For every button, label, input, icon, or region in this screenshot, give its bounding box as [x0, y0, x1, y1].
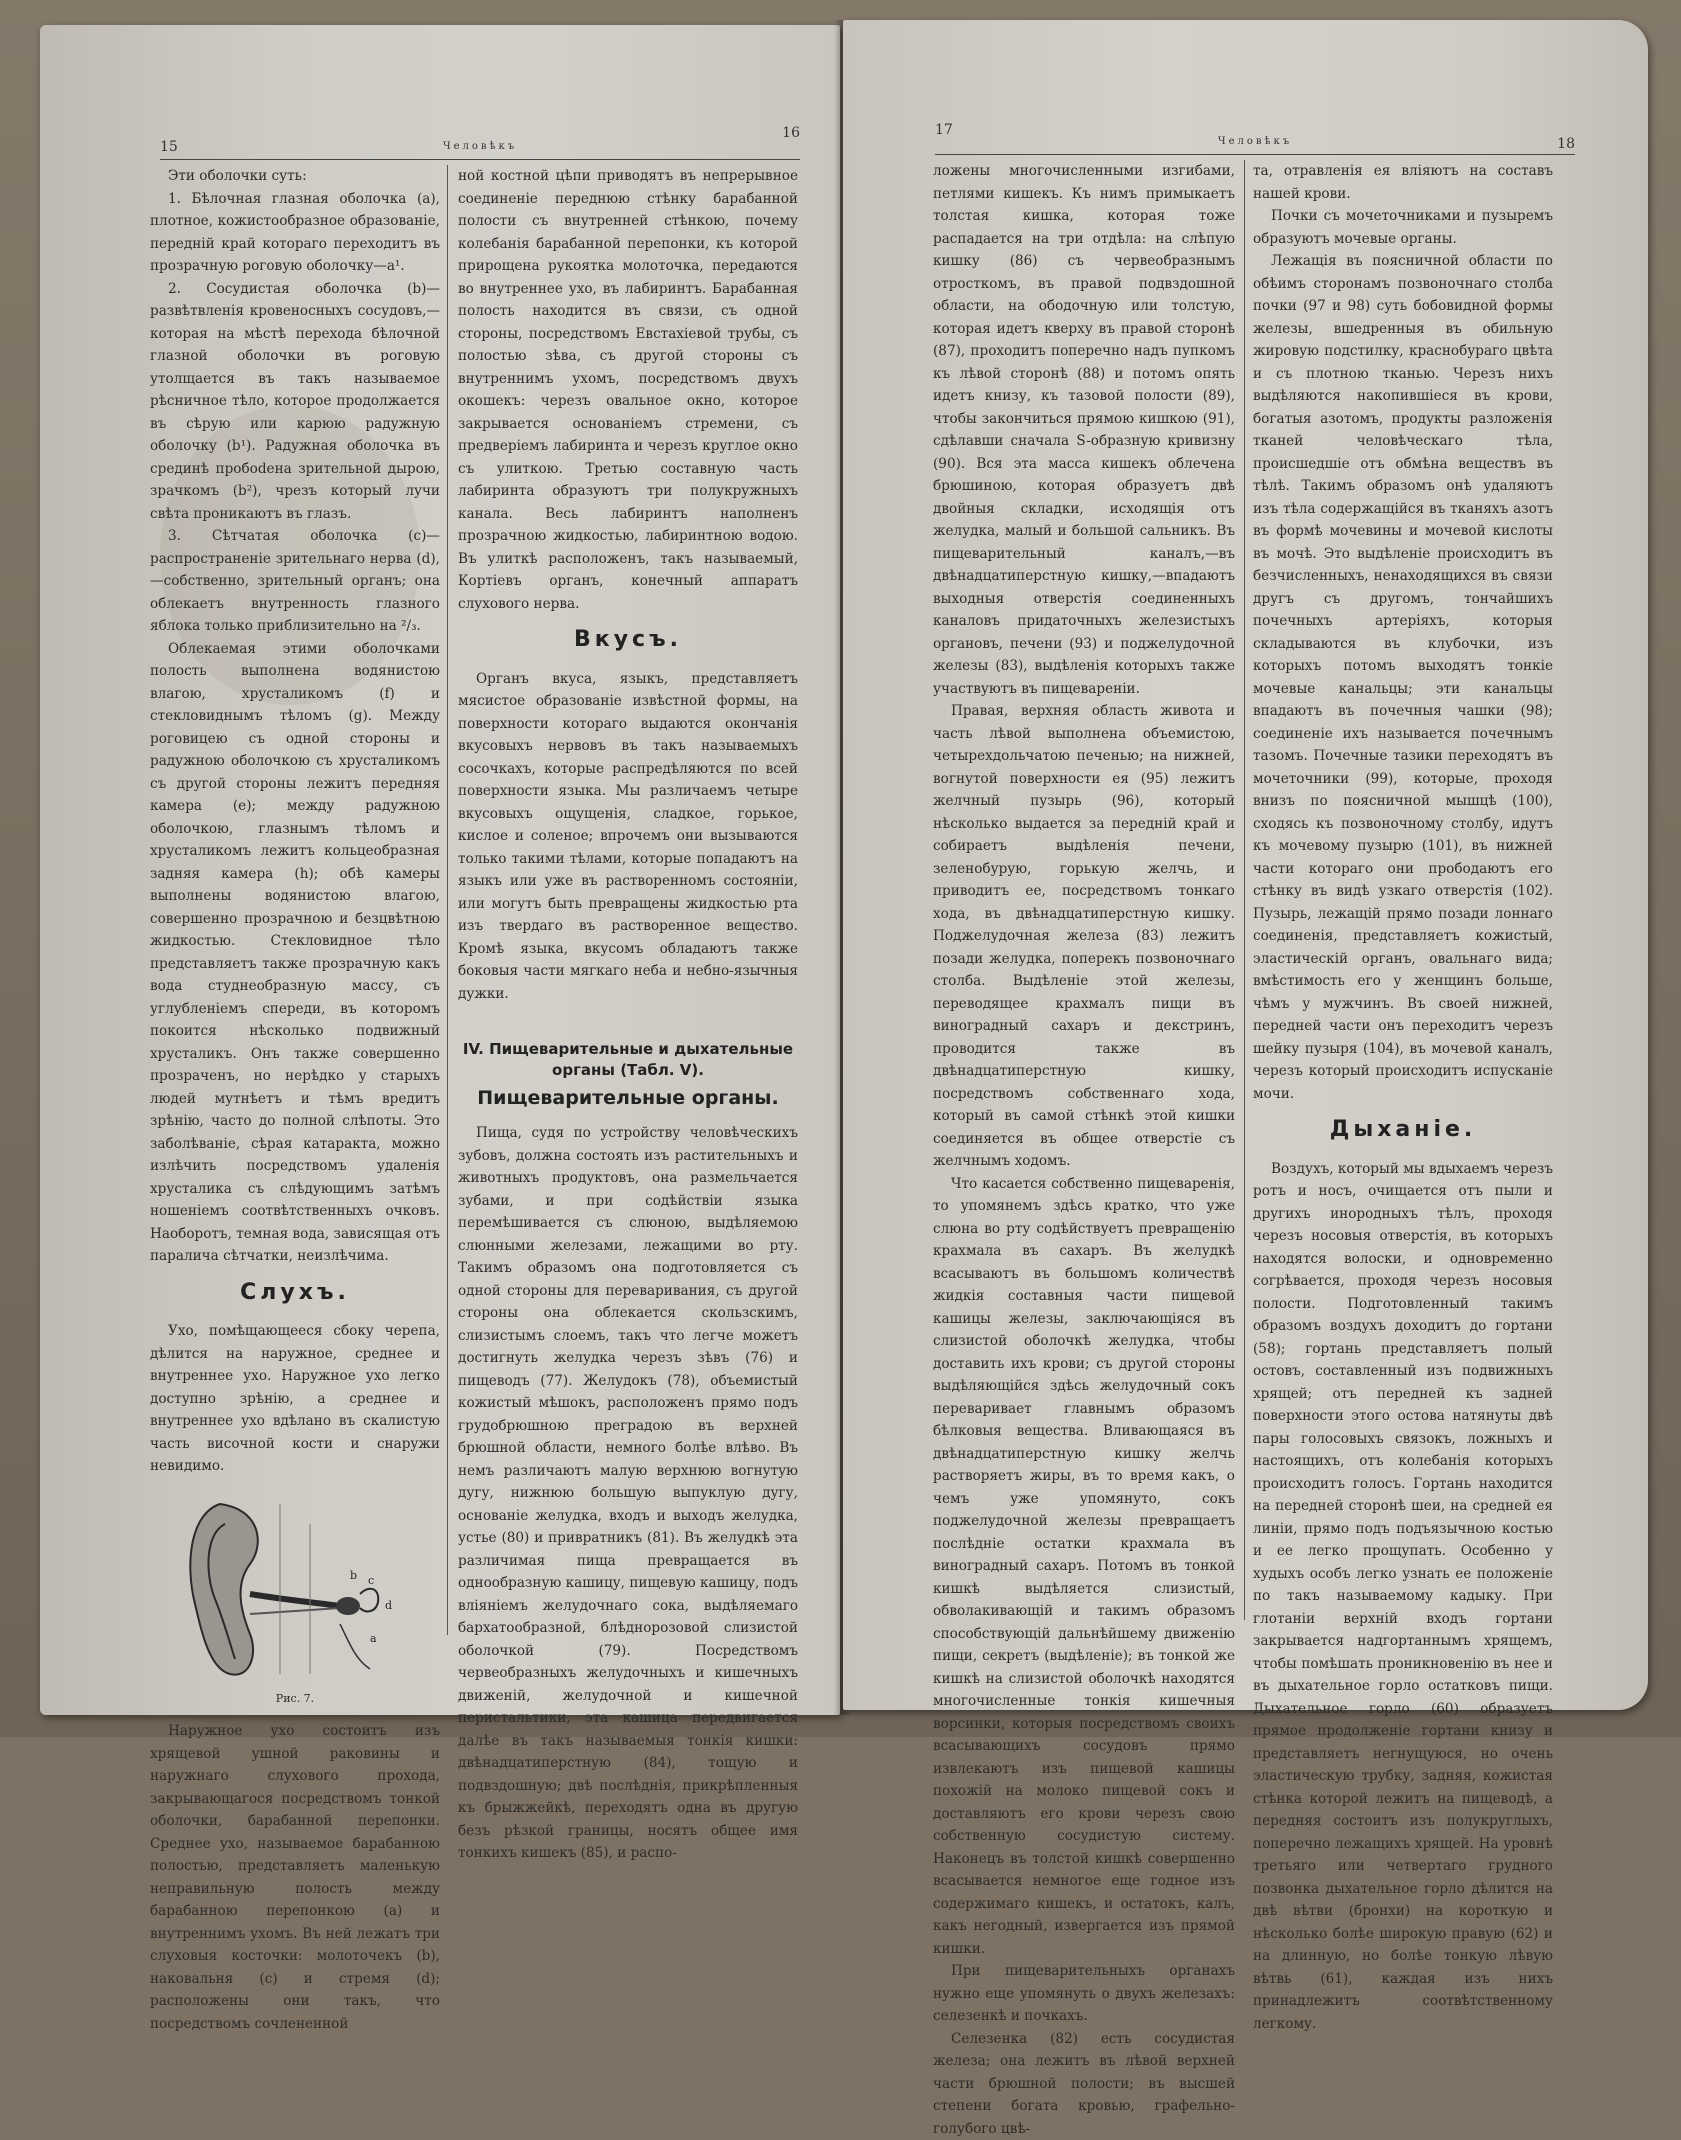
- page-number-left: 17: [935, 122, 953, 138]
- paragraph: 1. Бѣлочная глазная оболочка (а), плотное, кожистообразное образованіе, передній край котораго переходитъ въ прозрачную роговую оболочку—а¹.: [150, 188, 440, 278]
- page-number-right: 16: [782, 125, 800, 141]
- column-rule: [1244, 160, 1245, 1620]
- paragraph: Облекаемая этими оболочками полость выполнена водянистою влагою, хрусталикомъ (f) и стекловиднымъ тѣломъ (g). Между роговицею съ одной стороны и радужною оболочкою съ хрусталикомъ съ другой стороны лежитъ передняя камера (е); между радужною оболочкою, глазнымъ тѣломъ и хрусталикомъ лежитъ кольцеобразная задняя камера (h); обѣ камеры выполнены водянистою влагою, совершенно прозрачною и безцвѣтною жидкостью. Стекловидное тѣло представляетъ также прозрачную какъ вода студнеобразную массу, съ углубленіемъ спереди, въ которомъ покоится нѣсколько подвижный хрусталикъ. Онъ также совершенно прозраченъ, но нерѣдко у старыхъ людей мутнѣетъ и тѣмъ вредитъ зрѣнію, часто до полной слѣпоты. Это заболѣваніе, сѣрая катаракта, можно излѣчить посредствомъ удаленія хрусталика съ слѣдующимъ затѣмъ ношеніемъ соотвѣтственныхъ очковъ. Наоборотъ, темная вода, зависящая отъ паралича сѣтчатки, неизлѣчима.: [150, 638, 440, 1268]
- paragraph: Лежащія въ поясничной области по обѣимъ сторонамъ позвоночнаго столба почки (97 и 98) суть бобовидной формы железы, вшедренныя въ обильную жировую подстилку, краснобураго цвѣта и съ плотною тканью. Черезъ нихъ выдѣляются накопившіеся въ крови, богатыя азотомъ, продукты разложенія тканей человѣческаго тѣла, происшедшіе отъ обмѣна веществъ въ тѣлѣ. Такимъ образомъ онѣ удаляютъ изъ тѣла содержащійся въ тканяхъ азотъ въ формѣ мочевины и мочевой кислоты въ мочѣ. Это выдѣленіе происходитъ въ безчисленныхъ, ненаходящихся въ связи другъ съ другомъ, тончайшихъ почечныхъ артеріяхъ, которыя складываются въ клубочки, изъ которыхъ потомъ выходятъ тонкіе мочевые канальцы; эти канальцы впадаютъ въ почечныя чашки (98); соединеніе ихъ называется почечнымъ тазомъ. Почечные тазики переходятъ въ мочеточники (99), которые, проходя внизъ по поясничной мышцѣ (100), сходясь къ позвоночному столбу, идутъ къ мочевому пузырю (101), въ нижней части котораго они прободаютъ его стѣнку въ видѣ узкаго отверстія (102). Пузырь, лежащій прямо позади лоннаго соединенія, представляетъ кожистый, эластическій органъ, овальнаго вида; вмѣстимость его у женщинъ больше, чѣмъ у мужчинъ. Въ своей нижней, передней части онъ переходитъ черезъ шейку пузыря (104), въ мочевой каналъ, черезъ который происходитъ испусканіе мочи.: [1253, 250, 1553, 1105]
- running-title: Человѣкъ: [443, 141, 517, 152]
- left-page: [40, 25, 840, 1715]
- paragraph: Правая, верхняя область живота и часть лѣвой выполнена объемистою, четырехдольчатою печенью; на нижней, вогнутой поверхности ея (95) лежитъ желчный пузырь (96), который нѣсколько выдается за передній край и собираетъ выдѣленія печени, зеленобурую, горькую желчь, и приводитъ ее, посредствомъ тонкаго хода, въ двѣнадцатиперстную кишку. Поджелудочная железа (83) лежитъ позади желудка, поперекъ позвоночнаго столба. Выдѣленіе этой железы, переводящее крахмалъ пищи въ виноградный сахаръ и декстринъ, проводится также въ двѣнадцатиперстную кишку, посредствомъ собственнаго хода, который въ самой стѣнкѣ этой кишки соединяется въ общее отверстіе съ желчнымъ ходомъ.: [933, 700, 1235, 1173]
- paragraph: Наружное ухо состоитъ изъ хрящевой ушной раковины и наружнаго слухового прохода, закрывающагося посредствомъ тонкой оболочки, барабанной перепонки. Среднее ухо, называемое барабанною полостью, представляетъ маленькую неправильную полость между барабанною перепонкою (а) и внутреннимъ ухомъ. Въ ней лежатъ три слуховыя косточки: молоточекъ (b), наковальня (с) и стремя (d); расположены они такъ, что посредствомъ сочлененной: [150, 1720, 440, 2035]
- column-rule: [447, 165, 448, 1635]
- paragraph: Пища, судя по устройству человѣческихъ зубовъ, должна состоять изъ растительныхъ и животныхъ продуктовъ, она размельчается зубами, и при содѣйствіи языка перемѣшивается съ слюною, выдѣляемою слюнными железами, лежащими во рту. Такимъ образомъ она подготовляется съ одной стороны для переваривания, съ другой стороны она облекается скользскимъ, слизистымъ слоемъ, такъ что легче можетъ достигнуть желудка черезъ зѣвъ (76) и пищеводъ (77). Желудокъ (78), объемистый кожистый мѣшокъ, расположенъ прямо подъ грудобрюшною преградою въ верхней брюшной области, немного болѣе влѣво. Въ немъ различаютъ малую верхнюю вогнутую дугу, нижнюю большую выпуклую дугу, основаніе желудка, входъ и выходъ желудка, устье (80) и привратникъ (81). Въ желудкѣ эта различимая пища превращается въ однообразную кашицу, пищевую кашицу, подъ вліяніемъ желудочнаго сока, выдѣляемаго бархатообразной, блѣднорозовой слизистой оболочкой (79). Посредствомъ червеобразныхъ желудочныхъ и кишечныхъ движеній, желудочной и кишечной перистальтики, эта кашица передвигается далѣе въ такъ называемыя тонкія кишки: двѣнадцатиперстную (84), тощую и подвздошную; двѣ послѣднія, прикрѣпленныя къ брыжжейкѣ, переходятъ одна въ другую безъ рѣзкой границы, носятъ общее имя тонкихъ кишекъ (85), и распо-: [458, 1122, 798, 1865]
- left-page-column-1: [150, 165, 440, 1645]
- paragraph: ной костной цѣпи приводятъ въ непрерывное соединеніе переднюю стѣнку барабанной полости съ внутренней стѣнкою, почему колебанія барабанной перепонки, къ которой прирощена рукоятка молоточка, передаются во внутреннее ухо, въ лабиринтъ. Барабанная полость находится въ связи, съ одной стороны, посредствомъ Евстахіевой трубы, съ полостью зѣва, съ другой стороны съ внутреннимъ ухомъ, посредствомъ двухъ окошекъ: черезъ овальное окно, которое закрывается основаніемъ стремени, съ предверіемъ лабиринта и черезъ круглое окно съ улиткою. Третью составную часть лабиринта образуютъ три полукружныхъ канала. Весь лабиринтъ наполненъ прозрачною жидкостью, лабиринтною водою. Въ улиткѣ расположенъ, такъ называемый, Кортіевъ органъ, конечный аппаратъ слухового нерва.: [458, 165, 798, 615]
- section-heading-taste: Вкусъ.: [458, 629, 798, 652]
- page-number-left: 15: [160, 139, 178, 155]
- paragraph: та, отравленія ея вліяютъ на составъ нашей крови.: [1253, 160, 1553, 205]
- paragraph: При пищеварительныхъ органахъ нужно еще упомянуть о двухъ железахъ: селезенкѣ и почкахъ.: [933, 1960, 1235, 2028]
- paragraph: Почки съ мочеточниками и пузыремъ образуютъ мочевые органы.: [1253, 205, 1553, 250]
- figure-label: c: [368, 1574, 374, 1587]
- paragraph: Что касается собственно пищеваренія, то упомянемъ здѣсь кратко, что уже слюна во рту содѣйствуетъ превращенію крахмала въ сахаръ. Въ желудкѣ всасываютъ въ большомъ количествѣ жидкія составныя части пищевой кашицы железы, заключающіяся въ слизистой оболочкѣ желудка, чтобы доставить ихъ крови; съ другой стороны выдѣляющійся здѣсь желудочный сокъ переваривает главнымъ образомъ бѣлковыя вещества. Вливающаяся въ двѣнадцатиперстную кишку желчь растворяетъ жиры, въ то время какъ, о чемъ уже упомянуто, сокъ поджелудочной железы превращаетъ послѣдніе остатки крахмала въ виноградный сахаръ. Потомъ въ тонкой кишкѣ выдѣляется слизистый, обволакивающій и такимъ образомъ способствующій дальнѣйшему движенію пищи, секретъ (выдѣленіе); въ тонкой же кишкѣ на слизистой оболочкѣ находятся многочисленные тонкія кишечныя ворсинки, которыя посредствомъ своихъ всасывающихъ сосудовъ прямо извлекаютъ изъ пищевой кашицы похожій на молоко пищевой сокъ и доставляютъ его крови черезъ свою собственную сосудистую систему. Наконецъ въ толстой кишкѣ совершенно всасывается немногое еще годное изъ содержимаго кишекъ, и остатокъ, калъ, какъ негодный, извергается изъ прямой кишки.: [933, 1173, 1235, 1961]
- section-heading-breathing: Дыханіе.: [1253, 1119, 1553, 1142]
- paragraph: 3. Сѣтчатая оболочка (с)—распространеніе зрительнаго нерва (d),—собственно, зрительный органъ; она облекаетъ внутренность глазного яблока только приблизительно на ²/₃.: [150, 525, 440, 638]
- chapter-heading: IV. Пищеварительные и дыхательные органы (Табл. V).: [458, 1039, 798, 1081]
- subheading-digestive-organs: Пищеварительные органы.: [458, 1087, 798, 1110]
- right-page-column-2: [1253, 160, 1553, 1640]
- paragraph: Ухо, помѣщающееся сбоку черепа, дѣлится на наружное, среднее и внутреннее ухо. Наружное ухо легко доступно зрѣнію, а среднее и внутреннее ухо вдѣлано въ скалистую часть височной кости и снаружи невидимо.: [150, 1320, 440, 1478]
- paragraph: Селезенка (82) есть сосудистая железа; она лежитъ въ лѣвой верхней части брюшной полости; въ высшей степени богата кровью, графельно-голубого цвѣ-: [933, 2028, 1235, 2140]
- right-page-column-1: [933, 160, 1235, 1640]
- paragraph: Органъ вкуса, языкъ, представляетъ мясистое образованіе извѣстной формы, на поверхности котораго выдаются окончанія вкусовыхъ нервовъ въ такъ называемыхъ сосочкахъ, которые распредѣляются по всей поверхности языка. Мы различаемъ четыре вкусовыхъ ощущенія, сладкое, горькое, кислое и соленое; впрочемъ они вызываются только такими тѣлами, которые попадаютъ на языкъ или уже въ растворенномъ состояніи, или могутъ быть превращены жидкостью рта изъ твердаго въ растворенное вещество. Кромѣ языка, вкусомъ обладаютъ также боковыя части мягкаго неба и небно-язычныя дужки.: [458, 668, 798, 1006]
- left-page-header: [160, 135, 800, 160]
- right-page-header: [935, 130, 1575, 155]
- page-number-right: 18: [1557, 136, 1575, 152]
- ear-illustration: [150, 1484, 440, 1684]
- figure-label: b: [350, 1569, 357, 1582]
- left-page-column-2: [458, 165, 798, 1645]
- figure-label: d: [385, 1599, 392, 1612]
- paragraph: ложены многочисленными изгибами, петлями кишекъ. Къ нимъ примыкаетъ толстая кишка, которая тоже распадается на три отдѣла: на слѣпую кишку (86) съ червеобразнымъ отросткомъ, въ правой подвздошной области, на ободочную или толстую, которая идетъ кверху въ правой сторонѣ (87), проходитъ поперечно надъ пупкомъ къ лѣвой сторонѣ (88) и потомъ опять идетъ книзу, къ тазовой полости (89), чтобы закончиться прямою кишкою (91), сдѣлавши сначала S-образную кривизну (90). Вся эта масса кишекъ облечена брюшиною, которая образуетъ двѣ двойныя складки, исходящія отъ желудка, малый и большой сальникъ. Въ пищеварительный каналъ,—въ двѣнадцатиперстную кишку,—впадаютъ выходныя отверстія соединенныхъ каналовъ придаточныхъ железистыхъ органовъ, печени (93) и поджелудочной железы (83), выдѣленія которыхъ также участвуютъ въ пищевареніи.: [933, 160, 1235, 700]
- figure-caption: Рис. 7.: [150, 1688, 440, 1711]
- running-title: Человѣкъ: [1218, 136, 1292, 147]
- right-page: [843, 20, 1648, 1710]
- paragraph: Воздухъ, который мы вдыхаемъ черезъ ротъ и носъ, очищается отъ пыли и другихъ инородныхъ тѣлъ, проходя черезъ носовыя отверстія, въ которыхъ находятся волоски, и одновременно согрѣвается, проходя черезъ носовыя полости. Подготовленный такимъ образомъ воздухъ доходитъ до гортани (58); гортань представляетъ полый остовъ, составленный изъ подвижныхъ хрящей; отъ передней къ задней поверхности этого остова натянуты двѣ пары голосовыхъ связокъ, ложныхъ и настоящихъ, отъ колебанія которыхъ происходитъ голосъ. Гортань находится на передней сторонѣ шеи, на средней ея линіи, прямо подъ подъязычною костью и ее легко прощупать. Особенно у худыхъ особъ легко узнать ее положеніе по такъ называемому кадыку. При глотаніи верхній входъ гортани закрывается надгортаннымъ хрящемъ, чтобы помѣшать проникновенію въ нее и въ дыхательное горло остатковъ пищи. Дыхательное горло (60) образуетъ прямое продолженіе гортани книзу и представляетъ негнущуюся, но очень эластическую трубку, задняя, кожистая стѣнка которой лежитъ на пищеводѣ, а передняя состоитъ изъ полукруглыхъ, поперечно лежащихъ хрящей. На уровнѣ третьяго или четвертаго грудного позвонка дыхательное горло дѣлится на двѣ вѣтви (бронхи) на короткую и нѣсколько болѣе широкую правую (62) и на длинную, но болѣе тонкую лѣвую вѣтвь (61), каждая изъ нихъ принадлежитъ соотвѣтственному легкому.: [1253, 1158, 1553, 2036]
- paragraph: Эти оболочки суть:: [150, 165, 440, 188]
- section-heading-hearing: Слухъ.: [150, 1282, 440, 1305]
- figure-label: a: [370, 1632, 377, 1645]
- paragraph: 2. Сосудистая оболочка (b)—развѣтвленія кровеносныхъ сосудовъ,—которая на мѣстѣ перехода бѣлочной глазной оболочки въ роговую утолщается въ такъ называемое рѣсничное тѣло, которое продолжается въ сѣрую или карюю радужную оболочку (b¹). Радужная оболочка въ срединѣ пробоdена зрительной дырою, зрачкомъ (b²), чрезъ который лучи свѣта проникаютъ въ глазъ.: [150, 278, 440, 526]
